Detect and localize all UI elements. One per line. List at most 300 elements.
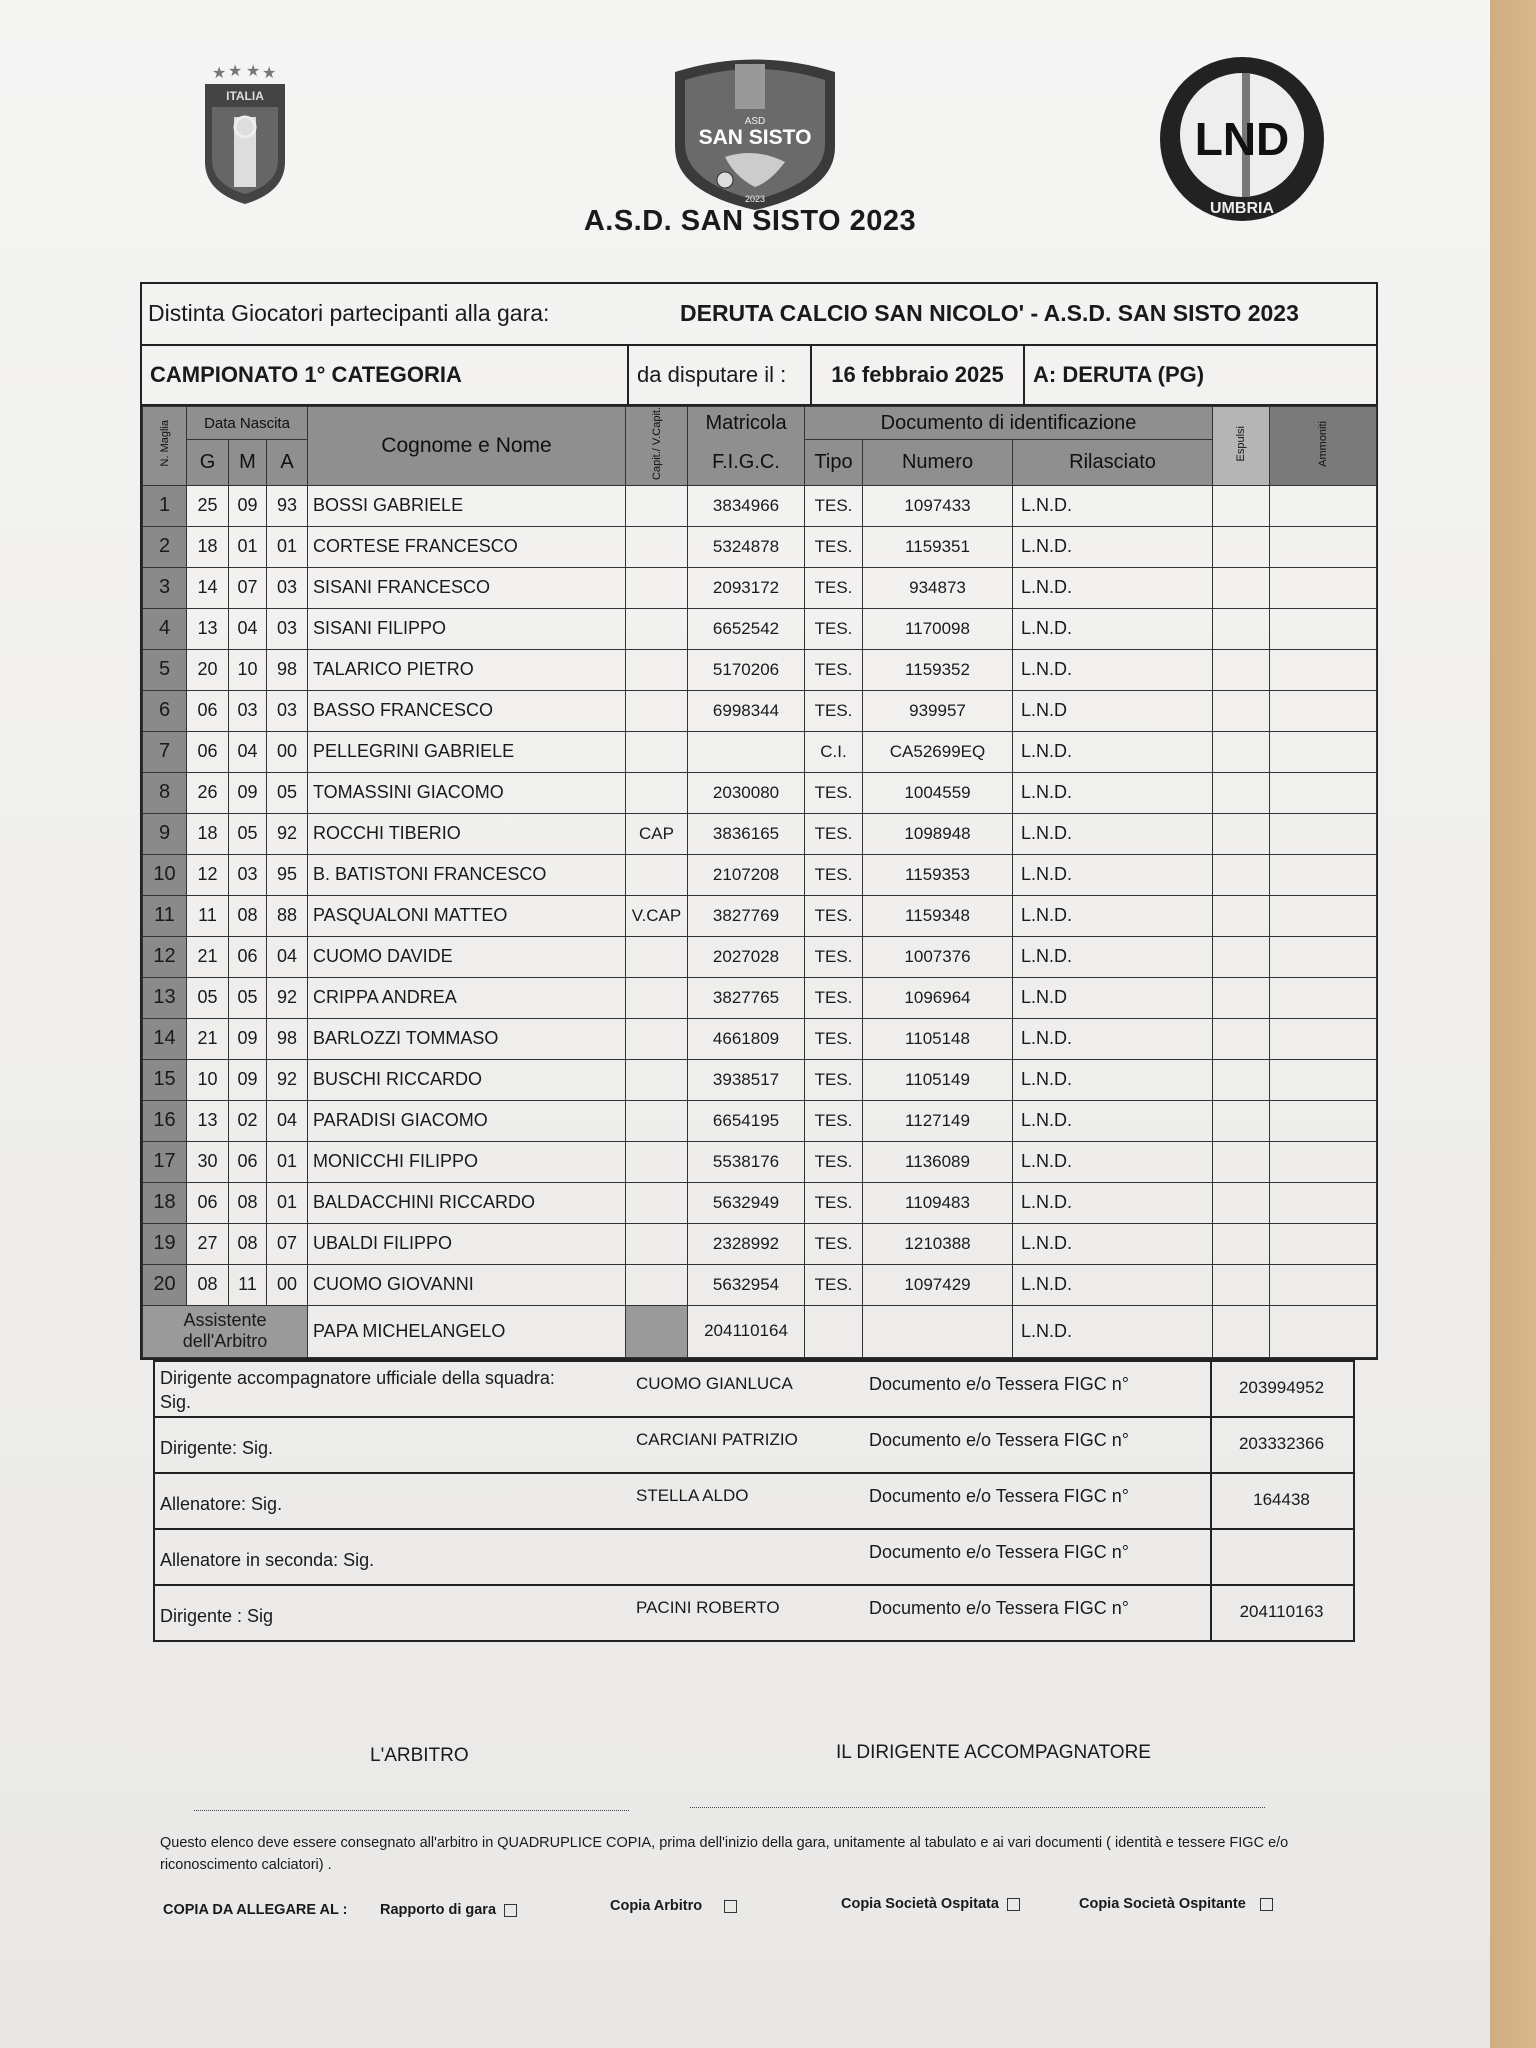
staff-name: CUOMO GIANLUCA [636, 1374, 793, 1393]
player-number: 13 [143, 977, 187, 1018]
assistente-rilasciato: L.N.D. [1013, 1305, 1213, 1357]
player-row [143, 854, 1377, 895]
birth-day: 12 [187, 854, 229, 895]
matricola: 6998344 [688, 690, 805, 731]
player-row [143, 731, 1377, 772]
matricola: 3827765 [688, 977, 805, 1018]
match-header-row [142, 284, 1376, 346]
svg-text:ITALIA: ITALIA [226, 89, 264, 103]
player-number: 1 [143, 485, 187, 526]
matricola: 2328992 [688, 1223, 805, 1264]
ammoniti-cell [1270, 690, 1377, 731]
ammoniti-cell [1270, 1223, 1377, 1264]
captain-mark [626, 1059, 688, 1100]
doc-numero: 1105148 [863, 1018, 1013, 1059]
matricola: 5324878 [688, 526, 805, 567]
doc-numero: 1109483 [863, 1182, 1013, 1223]
player-number: 14 [143, 1018, 187, 1059]
birth-year: 88 [267, 895, 308, 936]
birth-year: 03 [267, 567, 308, 608]
staff-row [155, 1362, 1353, 1418]
ammoniti-cell [1270, 567, 1377, 608]
staff-doc-label: Documento e/o Tessera FIGC n° [869, 1486, 1129, 1506]
doc-rilasciato: L.N.D. [1013, 1141, 1213, 1182]
staff-name: STELLA ALDO [636, 1486, 749, 1505]
matricola-header: Matricola [688, 407, 805, 440]
birth-year: 98 [267, 649, 308, 690]
player-name: SISANI FRANCESCO [308, 567, 626, 608]
espulsi-cell [1213, 813, 1270, 854]
ammoniti-cell [1270, 526, 1377, 567]
player-name: MONICCHI FILIPPO [308, 1141, 626, 1182]
doc-rilasciato: L.N.D. [1013, 485, 1213, 526]
doc-numero: 1097433 [863, 485, 1013, 526]
player-number: 5 [143, 649, 187, 690]
captain-mark [626, 1223, 688, 1264]
doc-numero: 1159353 [863, 854, 1013, 895]
ammoniti-cell [1270, 1264, 1377, 1305]
doc-numero: 1004559 [863, 772, 1013, 813]
birth-day: 20 [187, 649, 229, 690]
staff-row [155, 1474, 1353, 1530]
birth-month: 08 [229, 1223, 267, 1264]
copia-arbitro-checkbox[interactable]: Copia Arbitro [610, 1898, 737, 1914]
ammoniti-cell [1270, 1100, 1377, 1141]
matricola: 3834966 [688, 485, 805, 526]
copia-label: COPIA DA ALLEGARE AL : [163, 1902, 348, 1918]
doc-tipo: TES. [805, 1059, 863, 1100]
ammoniti-cell [1270, 936, 1377, 977]
staff-doc-number: 203994952 [1238, 1378, 1325, 1397]
doc-tipo: C.I. [805, 731, 863, 772]
copia-rapporto-checkbox[interactable]: Rapporto di gara [380, 1902, 517, 1918]
staff-doc-label: Documento e/o Tessera FIGC n° [869, 1374, 1129, 1394]
birth-year: 03 [267, 690, 308, 731]
player-number: 9 [143, 813, 187, 854]
assistente-ammoniti [1270, 1305, 1377, 1357]
doc-tipo: TES. [805, 690, 863, 731]
staff-doc-label: Documento e/o Tessera FIGC n° [869, 1542, 1129, 1562]
staff-doc-label: Documento e/o Tessera FIGC n° [869, 1598, 1129, 1618]
birth-day: 08 [187, 1264, 229, 1305]
doc-rilasciato: L.N.D. [1013, 649, 1213, 690]
birth-year: 95 [267, 854, 308, 895]
birth-day: 18 [187, 813, 229, 854]
birth-day: 26 [187, 772, 229, 813]
player-name: CORTESE FRANCESCO [308, 526, 626, 567]
player-row [143, 813, 1377, 854]
doc-tipo: TES. [805, 1018, 863, 1059]
espulsi-cell [1213, 1223, 1270, 1264]
birth-month: 04 [229, 731, 267, 772]
doc-numero: 1159352 [863, 649, 1013, 690]
birth-day: 06 [187, 1182, 229, 1223]
player-number: 15 [143, 1059, 187, 1100]
player-row [143, 1018, 1377, 1059]
birth-year: 03 [267, 608, 308, 649]
birth-year: 01 [267, 1141, 308, 1182]
match-location: A: DERUTA (PG) [1033, 362, 1205, 387]
lnd-umbria-logo [1158, 55, 1326, 223]
doc-tipo: TES. [805, 854, 863, 895]
da-disputare-label: da disputare il : [629, 346, 812, 404]
birth-day: 27 [187, 1223, 229, 1264]
matricola: 6652542 [688, 608, 805, 649]
player-rows [143, 485, 1377, 1305]
player-name: SISANI FILIPPO [308, 608, 626, 649]
captain-mark [626, 731, 688, 772]
doc-rilasciato: L.N.D. [1013, 854, 1213, 895]
birth-month: 07 [229, 567, 267, 608]
assistente-matricola: 204110164 [688, 1305, 805, 1357]
birth-year: 93 [267, 485, 308, 526]
doc-numero: 1127149 [863, 1100, 1013, 1141]
staff-row [155, 1418, 1353, 1474]
espulsi-cell [1213, 854, 1270, 895]
doc-tipo: TES. [805, 1141, 863, 1182]
birth-month: 06 [229, 936, 267, 977]
doc-tipo: TES. [805, 526, 863, 567]
player-number: 10 [143, 854, 187, 895]
player-name: BOSSI GABRIELE [308, 485, 626, 526]
matricola: 4661809 [688, 1018, 805, 1059]
m-header: M [229, 440, 267, 486]
birth-day: 21 [187, 1018, 229, 1059]
tipo-header: Tipo [805, 440, 863, 486]
player-number: 20 [143, 1264, 187, 1305]
birth-month: 03 [229, 854, 267, 895]
doc-numero: 939957 [863, 690, 1013, 731]
espulsi-cell [1213, 608, 1270, 649]
doc-numero: 1159351 [863, 526, 1013, 567]
captain-mark [626, 1141, 688, 1182]
birth-day: 30 [187, 1141, 229, 1182]
assistente-tipo [805, 1305, 863, 1357]
espulsi-cell [1213, 731, 1270, 772]
birth-year: 98 [267, 1018, 308, 1059]
svg-text:★: ★ [246, 63, 261, 80]
staff-doc-number: 164438 [1253, 1490, 1310, 1509]
birth-year: 92 [267, 977, 308, 1018]
birth-month: 09 [229, 1018, 267, 1059]
captain-mark [626, 1018, 688, 1059]
ammoniti-cell [1270, 1059, 1377, 1100]
matricola: 3836165 [688, 813, 805, 854]
doc-tipo: TES. [805, 1223, 863, 1264]
doc-tipo: TES. [805, 567, 863, 608]
birth-day: 06 [187, 690, 229, 731]
staff-role: Allenatore in seconda: Sig. [160, 1550, 375, 1570]
birth-year: 01 [267, 1182, 308, 1223]
player-name: PELLEGRINI GABRIELE [308, 731, 626, 772]
staff-name: PACINI ROBERTO [636, 1598, 780, 1617]
player-number: 6 [143, 690, 187, 731]
matricola: 5538176 [688, 1141, 805, 1182]
birth-year: 04 [267, 936, 308, 977]
player-number: 19 [143, 1223, 187, 1264]
svg-text:UMBRIA: UMBRIA [1210, 200, 1274, 217]
player-row [143, 485, 1377, 526]
ammoniti-cell [1270, 731, 1377, 772]
ammoniti-cell [1270, 1018, 1377, 1059]
birth-year: 05 [267, 772, 308, 813]
player-row [143, 772, 1377, 813]
svg-text:2023: 2023 [744, 194, 766, 204]
player-row [143, 608, 1377, 649]
staff-table [153, 1360, 1355, 1642]
copia-ospitante-checkbox[interactable]: Copia Società Ospitante [1079, 1896, 1273, 1912]
doc-rilasciato: L.N.D. [1013, 1059, 1213, 1100]
birth-day: 05 [187, 977, 229, 1018]
staff-role: Dirigente: Sig. [160, 1438, 274, 1458]
dirigente-signature-label: IL DIRIGENTE ACCOMPAGNATORE [836, 1742, 1151, 1763]
espulsi-cell [1213, 649, 1270, 690]
staff-doc-number: 204110163 [1239, 1602, 1324, 1621]
birth-day: 25 [187, 485, 229, 526]
numero-header: Numero [863, 440, 1013, 486]
player-name: BARLOZZI TOMMASO [308, 1018, 626, 1059]
birth-day: 14 [187, 567, 229, 608]
doc-tipo: TES. [805, 485, 863, 526]
svg-text:★: ★ [228, 63, 243, 80]
doc-tipo: TES. [805, 1100, 863, 1141]
espulsi-cell [1213, 526, 1270, 567]
player-number: 12 [143, 936, 187, 977]
player-row [143, 526, 1377, 567]
matricola: 5632949 [688, 1182, 805, 1223]
doc-rilasciato: L.N.D. [1013, 567, 1213, 608]
captain-mark [626, 567, 688, 608]
team-title: A.S.D. SAN SISTO 2023 [583, 205, 917, 237]
doc-rilasciato: L.N.D [1013, 690, 1213, 731]
staff-role: Dirigente accompagnatore ufficiale della squadra: Sig. [160, 1368, 555, 1412]
captain-mark [626, 977, 688, 1018]
birth-day: 21 [187, 936, 229, 977]
birth-year: 04 [267, 1100, 308, 1141]
player-list-form [140, 282, 1378, 1360]
player-number: 18 [143, 1182, 187, 1223]
assistente-numero [863, 1305, 1013, 1357]
svg-text:SAN SISTO: SAN SISTO [698, 126, 812, 149]
player-row [143, 936, 1377, 977]
match-title: DERUTA CALCIO SAN NICOLO' - A.S.D. SAN SISTO 2023 [680, 300, 1299, 326]
assistente-label: Assistente dell'Arbitro [143, 1305, 308, 1357]
player-name: CRIPPA ANDREA [308, 977, 626, 1018]
birth-day: 13 [187, 1100, 229, 1141]
doc-rilasciato: L.N.D. [1013, 1223, 1213, 1264]
doc-rilasciato: L.N.D. [1013, 1100, 1213, 1141]
birth-day: 10 [187, 1059, 229, 1100]
player-number: 7 [143, 731, 187, 772]
staff-row [155, 1530, 1353, 1586]
staff-name: CARCIANI PATRIZIO [636, 1430, 798, 1449]
staff-role: Dirigente : Sig [160, 1606, 274, 1626]
captain-mark [626, 772, 688, 813]
capit-header: Capit./ V.Capit. [626, 407, 688, 486]
svg-text:LND: LND [1194, 113, 1290, 165]
matricola: 3938517 [688, 1059, 805, 1100]
birth-month: 05 [229, 977, 267, 1018]
doc-rilasciato: L.N.D. [1013, 895, 1213, 936]
espulsi-cell [1213, 1141, 1270, 1182]
captain-mark: V.CAP [626, 895, 688, 936]
doc-numero: 1136089 [863, 1141, 1013, 1182]
ammoniti-cell [1270, 1141, 1377, 1182]
captain-mark [626, 485, 688, 526]
assistente-row [143, 1305, 1377, 1357]
campionato-label: CAMPIONATO 1° CATEGORIA [142, 346, 629, 404]
ammoniti-cell [1270, 772, 1377, 813]
espulsi-cell [1213, 690, 1270, 731]
cognome-nome-header: Cognome e Nome [308, 407, 626, 486]
player-number: 17 [143, 1141, 187, 1182]
data-nascita-header: Data Nascita [187, 407, 308, 440]
player-name: B. BATISTONI FRANCESCO [308, 854, 626, 895]
birth-day: 13 [187, 608, 229, 649]
staff-doc-number: 203332366 [1238, 1434, 1325, 1453]
svg-text:★: ★ [262, 65, 277, 82]
player-number: 4 [143, 608, 187, 649]
copia-ospitata-checkbox[interactable]: Copia Società Ospitata [841, 1896, 1020, 1912]
birth-month: 05 [229, 813, 267, 854]
player-row [143, 1182, 1377, 1223]
assistente-name: PAPA MICHELANGELO [308, 1305, 626, 1357]
player-row [143, 1141, 1377, 1182]
doc-tipo: TES. [805, 1182, 863, 1223]
player-name: BALDACCHINI RICCARDO [308, 1182, 626, 1223]
arbitro-signature-label: L'ARBITRO [370, 1745, 469, 1766]
doc-numero: 1105149 [863, 1059, 1013, 1100]
player-row [143, 1223, 1377, 1264]
ammoniti-cell [1270, 649, 1377, 690]
birth-day: 11 [187, 895, 229, 936]
doc-numero: 1210388 [863, 1223, 1013, 1264]
doc-tipo: TES. [805, 895, 863, 936]
doc-numero: CA52699EQ [863, 731, 1013, 772]
italia-crest-logo [200, 62, 290, 207]
doc-tipo: TES. [805, 608, 863, 649]
doc-rilasciato: L.N.D. [1013, 526, 1213, 567]
player-row [143, 977, 1377, 1018]
g-header: G [187, 440, 229, 486]
birth-month: 02 [229, 1100, 267, 1141]
matricola: 2093172 [688, 567, 805, 608]
matricola: 2107208 [688, 854, 805, 895]
rilasciato-header: Rilasciato [1013, 440, 1213, 486]
espulsi-cell [1213, 772, 1270, 813]
player-row [143, 1264, 1377, 1305]
distinta-label: Distinta Giocatori partecipanti alla gara: [148, 300, 550, 326]
espulsi-cell [1213, 1100, 1270, 1141]
n-maglia-header: N. Maglia [143, 407, 187, 486]
ammoniti-header: Ammoniti [1270, 407, 1377, 486]
doc-tipo: TES. [805, 936, 863, 977]
player-row [143, 567, 1377, 608]
doc-rilasciato: L.N.D. [1013, 608, 1213, 649]
captain-mark [626, 649, 688, 690]
player-row [143, 649, 1377, 690]
doc-tipo: TES. [805, 649, 863, 690]
espulsi-header: Espulsi [1213, 407, 1270, 486]
captain-mark [626, 608, 688, 649]
player-number: 11 [143, 895, 187, 936]
player-name: PASQUALONI MATTEO [308, 895, 626, 936]
birth-month: 06 [229, 1141, 267, 1182]
birth-year: 00 [267, 1264, 308, 1305]
birth-month: 03 [229, 690, 267, 731]
espulsi-cell [1213, 977, 1270, 1018]
matricola: 5632954 [688, 1264, 805, 1305]
player-row [143, 690, 1377, 731]
captain-mark [626, 690, 688, 731]
matricola: 5170206 [688, 649, 805, 690]
documento-header: Documento di identificazione [805, 407, 1213, 440]
svg-text:ASD: ASD [744, 116, 766, 127]
birth-year: 07 [267, 1223, 308, 1264]
espulsi-cell [1213, 1059, 1270, 1100]
doc-numero: 934873 [863, 567, 1013, 608]
espulsi-cell [1213, 567, 1270, 608]
doc-numero: 1096964 [863, 977, 1013, 1018]
captain-mark [626, 526, 688, 567]
matricola: 3827769 [688, 895, 805, 936]
doc-numero: 1098948 [863, 813, 1013, 854]
birth-month: 09 [229, 485, 267, 526]
doc-tipo: TES. [805, 813, 863, 854]
espulsi-cell [1213, 485, 1270, 526]
doc-tipo: TES. [805, 1264, 863, 1305]
dirigente-signature-line [690, 1807, 1265, 1808]
doc-tipo: TES. [805, 772, 863, 813]
captain-mark [626, 936, 688, 977]
player-row [143, 895, 1377, 936]
espulsi-cell [1213, 1182, 1270, 1223]
ammoniti-cell [1270, 1182, 1377, 1223]
birth-year: 01 [267, 526, 308, 567]
ammoniti-cell [1270, 854, 1377, 895]
player-name: PARADISI GIACOMO [308, 1100, 626, 1141]
doc-rilasciato: L.N.D. [1013, 1018, 1213, 1059]
player-row [143, 1059, 1377, 1100]
doc-rilasciato: L.N.D. [1013, 731, 1213, 772]
ammoniti-cell [1270, 977, 1377, 1018]
staff-row [155, 1586, 1353, 1640]
birth-year: 92 [267, 813, 308, 854]
espulsi-cell [1213, 936, 1270, 977]
ammoniti-cell [1270, 485, 1377, 526]
espulsi-cell [1213, 1018, 1270, 1059]
player-name: TALARICO PIETRO [308, 649, 626, 690]
san-sisto-club-logo [670, 52, 840, 212]
birth-month: 11 [229, 1264, 267, 1305]
captain-mark [626, 1264, 688, 1305]
espulsi-cell [1213, 895, 1270, 936]
player-name: ROCCHI TIBERIO [308, 813, 626, 854]
assistente-espulsi [1213, 1305, 1270, 1357]
birth-month: 09 [229, 772, 267, 813]
birth-month: 10 [229, 649, 267, 690]
doc-numero: 1170098 [863, 608, 1013, 649]
player-name: UBALDI FILIPPO [308, 1223, 626, 1264]
matricola: 6654195 [688, 1100, 805, 1141]
staff-role: Allenatore: Sig. [160, 1494, 283, 1514]
doc-numero: 1097429 [863, 1264, 1013, 1305]
player-name: BASSO FRANCESCO [308, 690, 626, 731]
birth-month: 01 [229, 526, 267, 567]
player-name: CUOMO DAVIDE [308, 936, 626, 977]
doc-numero: 1007376 [863, 936, 1013, 977]
doc-rilasciato: L.N.D. [1013, 813, 1213, 854]
